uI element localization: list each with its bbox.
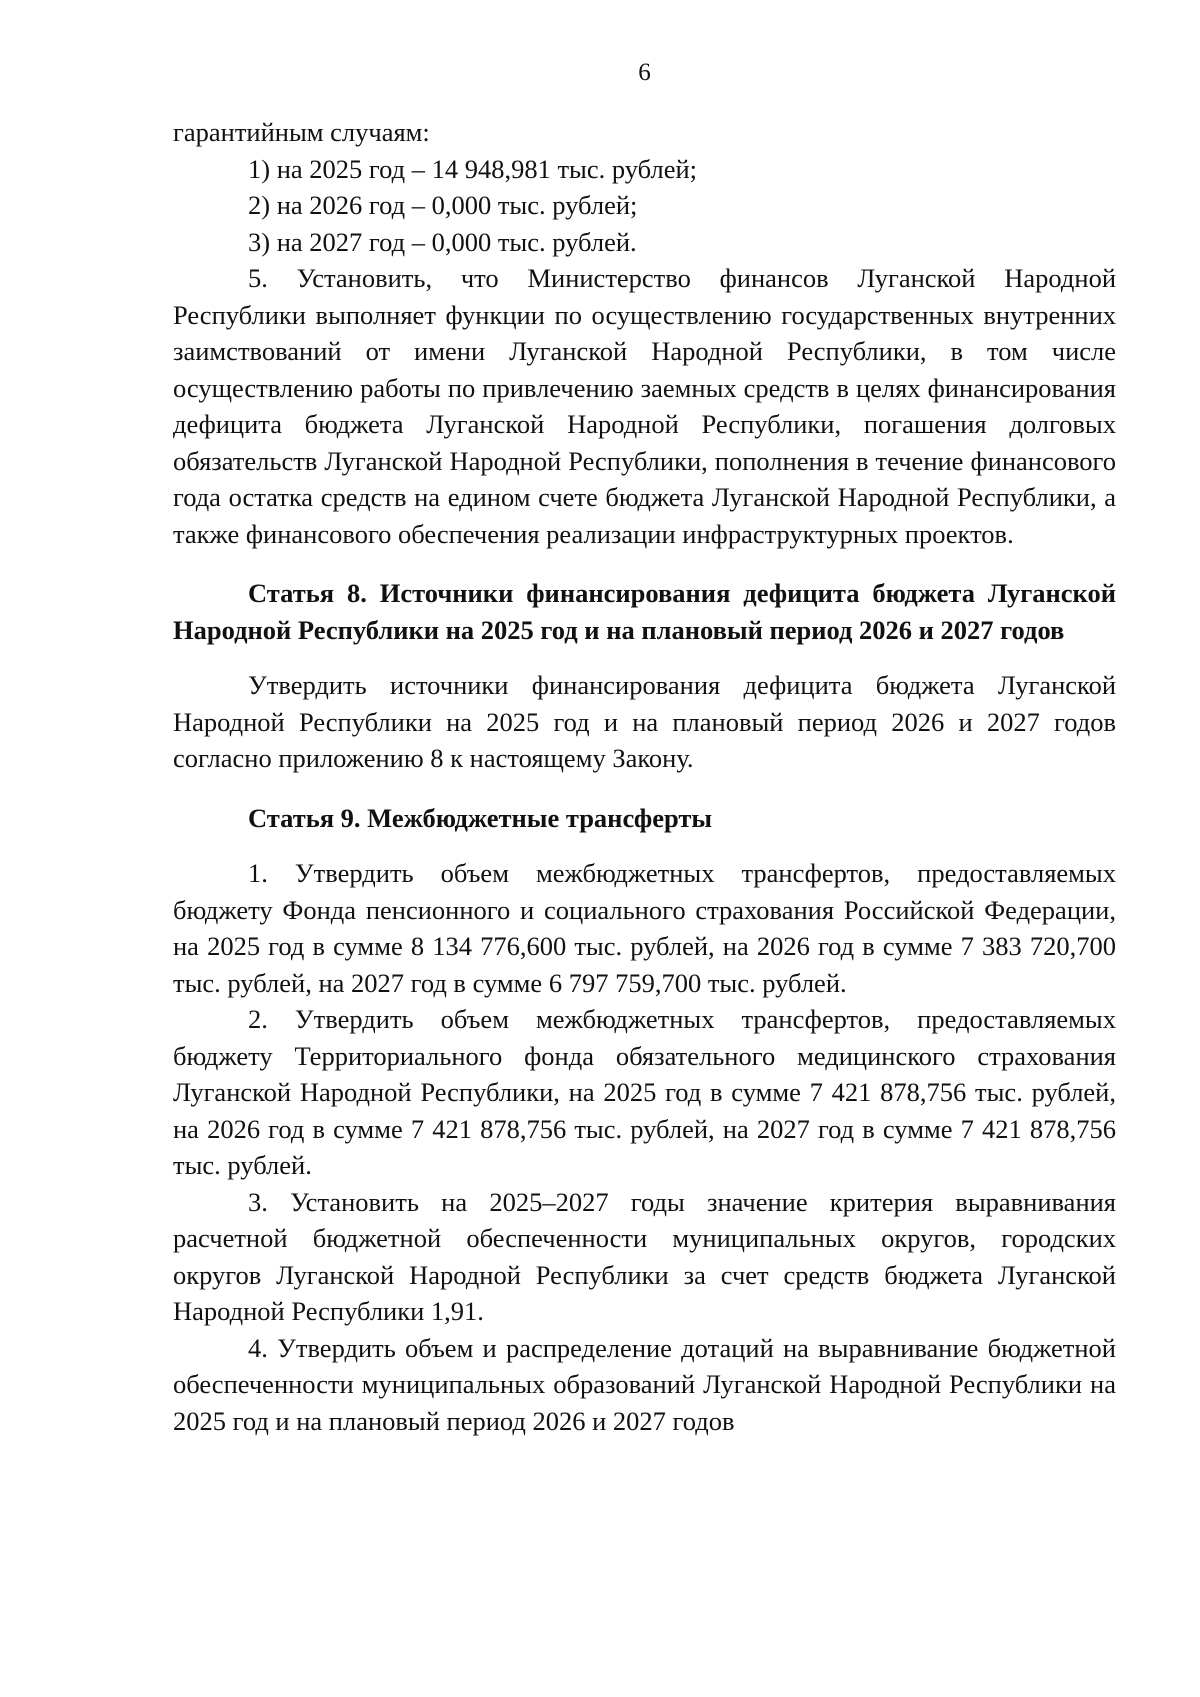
article-9-clause-4: 4. Утвердить объем и распределение дотаций на выравнивание бюджетной обеспеченности муниципальных образований Луганской Народной Республики на 2025 год и на плановый период 2026 и 2027 годов [173,1332,1116,1436]
article-8-heading: Статья 8. Источники финансирования дефицита бюджета Луганской Народной Республики на 2025 год и на плановый период 2026 и 2027 годов [173,578,1116,645]
document-body [173,114,1116,1439]
list-item-2027: 3) на 2027 год – 0,000 тыс. рублей. [248,226,637,257]
list-item-2026: 2) на 2026 год – 0,000 тыс. рублей; [248,190,638,220]
article-9-clause-2: 2. Утвердить объем межбюджетных трансфертов, предоставляемых бюджету Территориального фонда обязательного медицинского страхования Луганской Народной Республики, на 2025 год в сумме 7 421 878,756 тыс. рублей, на 2026 год в сумме 7 421 878,756 тыс. рублей, на 2027 год в сумме 7 421 878,756 тыс. рублей. [173,1004,1116,1180]
article-8-paragraph: Утвердить источники финансирования дефицита бюджета Луганской Народной Республики на 2025 год и на плановый период 2026 и 2027 годов согласно приложению 8 к настоящему Закону. [173,670,1116,773]
paragraph-continuation: гарантийным случаям: [173,117,430,147]
list-item-2025: 1) на 2025 год – 14 948,981 тыс. рублей; [248,153,697,184]
paragraph-clause-5: 5. Установить, что Министерство финансов Луганской Народной Республики выполняет функции по осуществлению государственных внутренних заимствований от имени Луганской Народной Республики, в том числе осуществлению работы по привлечению заемных средств в целях финансирования дефицита бюджета Луганской Народной Республики, погашения долговых обязательств Луганской Народной Республики, пополнения в течение финансового года остатка средств на едином счете бюджета Луганской Народной Республики, а также финансового обеспечения реализации инфраструктурных проектов. [173,263,1116,549]
article-9-clause-3: 3. Установить на 2025–2027 годы значение критерия выравнивания расчетной бюджетной обеспеченности муниципальных округов, городских округов Луганской Народной Республики за счет средств бюджета Луганской Народной Республики 1,91. [173,1186,1116,1326]
article-9-heading: Статья 9. Межбюджетные трансферты [248,802,713,833]
article-9-clause-1: 1. Утвердить объем межбюджетных трансфертов, предоставляемых бюджету Фонда пенсионного и социального страхования Российской Федерации, на 2025 год в сумме 8 134 776,600 тыс. рублей, на 2026 год в сумме 7 383 720,700 тыс. рублей, на 2027 год в сумме 6 797 759,700 тыс. рублей. [173,858,1116,998]
page-number: 6 [638,59,651,86]
